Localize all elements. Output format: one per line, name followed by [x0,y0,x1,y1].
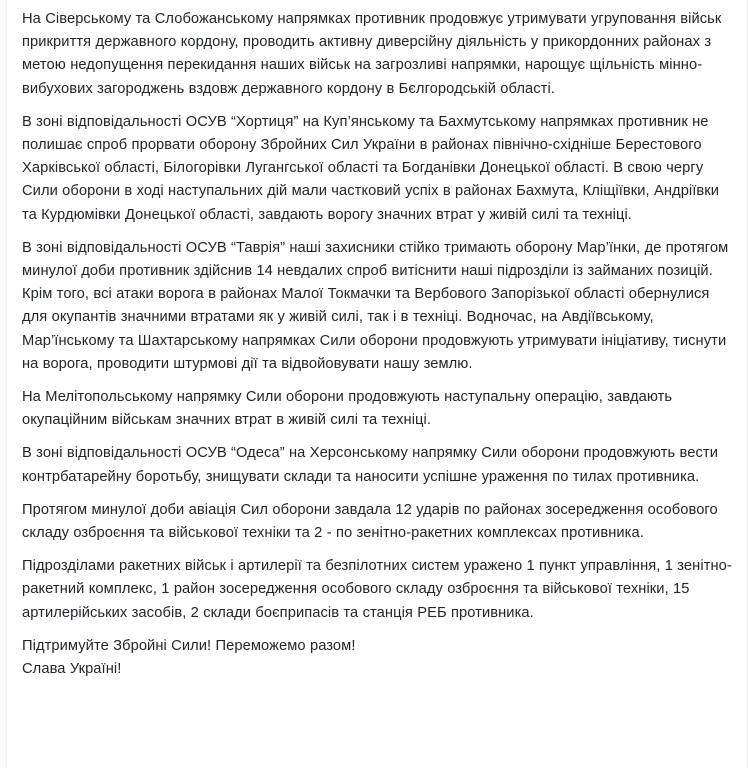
paragraph-osuv-tavriia: В зоні відповідальності ОСУВ “Таврія” наші захисники стійко тримають оборону Мар’їнки, де протягом минулої доби противник здійснив 14 невдалих спроб витіснити наші підрозділи із займаних позицій. Крім того, всі атаки ворога в районах Малої Токмачки та Вербового Запорізької області обернулися для окупантів значними втратами як у живій силі, так і в техніці. Водночас, на Авдіївському, Мар’їнському та Шахтарському напрямках Сили оборони продовжують утримувати ініціативу, тиснути на ворога, проводити штурмові дії та відвойовувати нашу землю. [22,239,729,372]
closing-support-armed-forces: Підтримуйте Збройні Сили! Переможемо разом! [22,637,356,654]
briefing-body [22,8,733,681]
paragraph-melitopol-direction: На Мелітопольському напрямку Сили оборони продовжують наступальну операцію, завдають окупаційним військам значних втрат в живій силі та техніці. [22,389,673,429]
paragraph-missile-artillery-drone-results: Підрозділами ракетних військ і артилерії та безпілотних систем уражено 1 пункт управління, 1 зенітно-ракетний комплекс, 1 район зосередження особового складу озброєння та військової техніки, 15 артилерійських засобів, 2 склади боєприпасів та станція РЕБ противника. [22,558,732,621]
left-edge-divider [6,0,7,768]
paragraph-aviation-strikes: Протягом минулої доби авіація Сил оборони завдала 12 ударів по районах зосередження особового складу озброєння та військової техніки та 2 - по зенітно-ракетних комплексах противника. [22,501,718,542]
paragraph-osuv-khortytsia: В зоні відповідальності ОСУВ “Хортиця” на Куп’янському та Бахмутському напрямках противник не полишає спроб прорвати оборону Збройних Сил України в районах північно-східніше Берестового Харківської області, Білогорівки Лугангської області та Богданівки Донецької області. В свою чергу Сили оборони в ході наступальних дій мали частковий успіх в районах Бахмута, Кліщіївки, Андріївки та Курдюмівки Донецької області, завдають ворогу значних втрат у живій силі та техніці. [22,113,720,223]
paragraph-siverskyi-slobozhanskyi-direction: На Сіверському та Слобожанському напрямках противник продовжує утримувати угруповання військ прикриття державного кордону, проводить активну диверсійну діяльність у прикордонних районах з метою недопущення перекидання наших військ на загрозливі напрямки, нарощує щільність мінно-вибухових загороджень вздовж державного кордону в Бєлгородській області. [22,11,722,97]
paragraph-osuv-odesa: В зоні відповідальності ОСУВ “Одеса” на Херсонському напрямку Сили оборони продовжують вести контрбатарейну боротьбу, знищувати склади та наносити успішне ураження по тилах противника. [22,445,718,485]
closing-glory-to-ukraine: Слава Україні! [22,661,122,678]
